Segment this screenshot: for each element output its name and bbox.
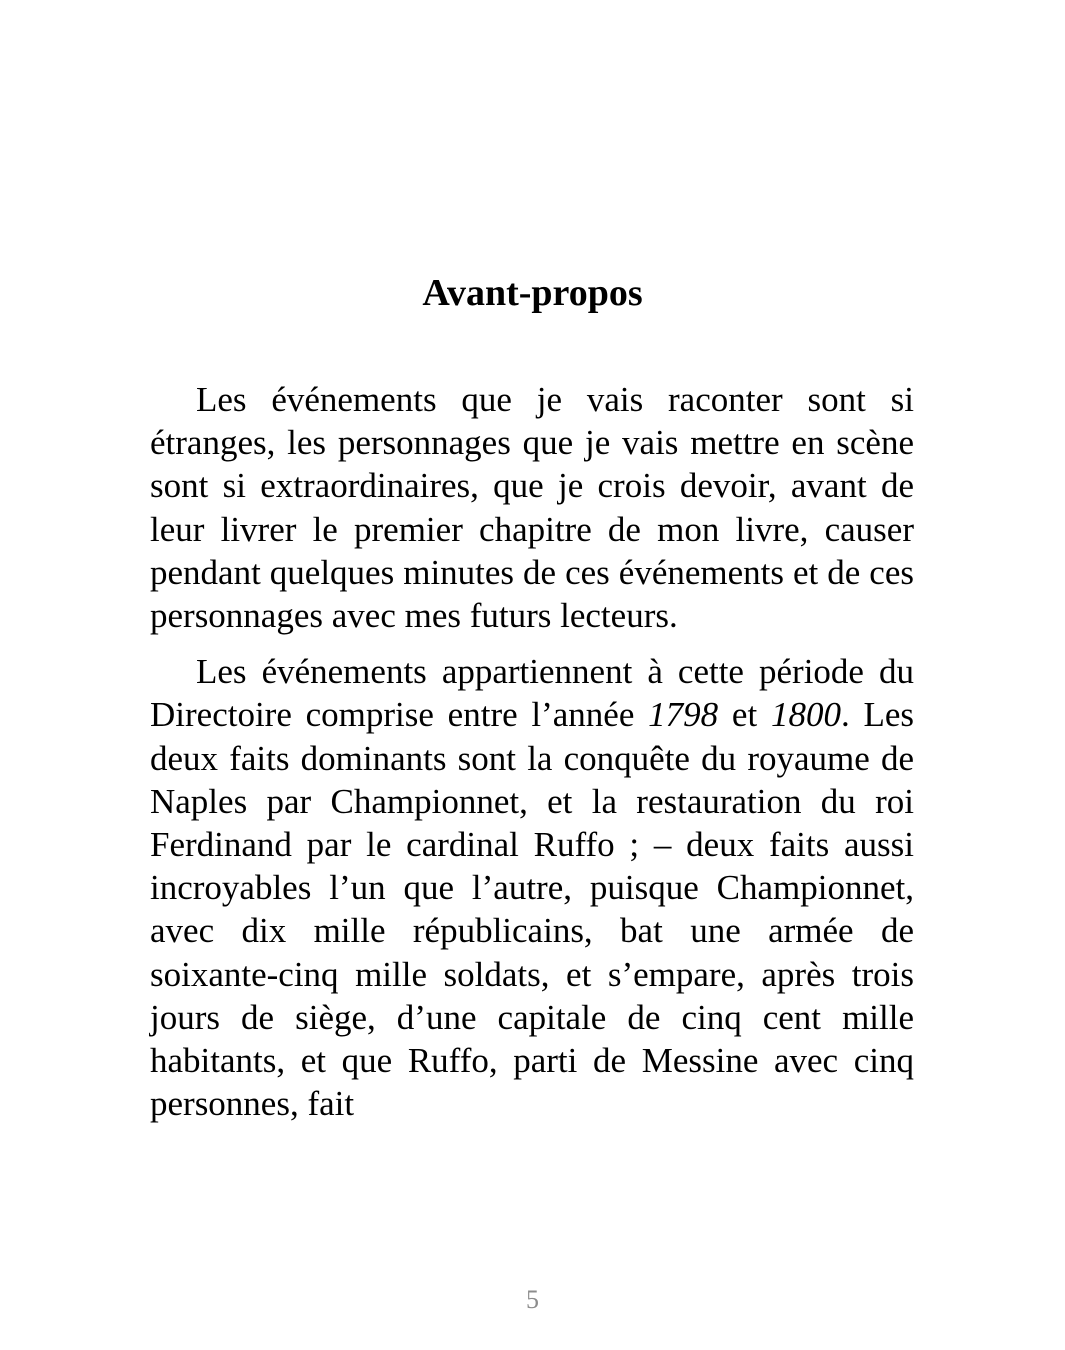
paragraph-2-text-3: . Les deux faits dominants sont la conquête du royaume de Naples par Championnet, et la restauration du roi Ferdinand par le cardinal Ruffo ; – deux faits aussi incroyables l’un que l’autre, puisque Championnet, avec dix mille républicains, bat une armée de soixante-cinq mille soldats, et s’empare, après trois jours de siège, d’une capitale de cinq cent mille habitants, et que Ruffo, parti de Messine avec cinq personnes, fait (150, 695, 915, 1124)
body-text (150, 378, 914, 1138)
paragraph-2-text-1: Les événements appartiennent à cette période du Directoire comprise entre l’année (150, 652, 914, 735)
year-end: 1800 (770, 695, 841, 735)
paragraph-1: Les événements que je vais raconter sont si étranges, les personnages que je vais mettre en scène sont si extraordinaires, que je crois devoir, avant de leur livrer le premier chapitre de mon livre, causer pendant quelques minutes de ces événements et de ces personnages avec mes futurs lecteurs. (150, 380, 914, 636)
paragraph-2 (150, 650, 914, 1125)
year-start: 1798 (648, 695, 719, 735)
paragraph-2-text-2: et (718, 695, 771, 735)
chapter-title: Avant-propos (422, 272, 643, 314)
page-number: 5 (526, 1285, 539, 1314)
